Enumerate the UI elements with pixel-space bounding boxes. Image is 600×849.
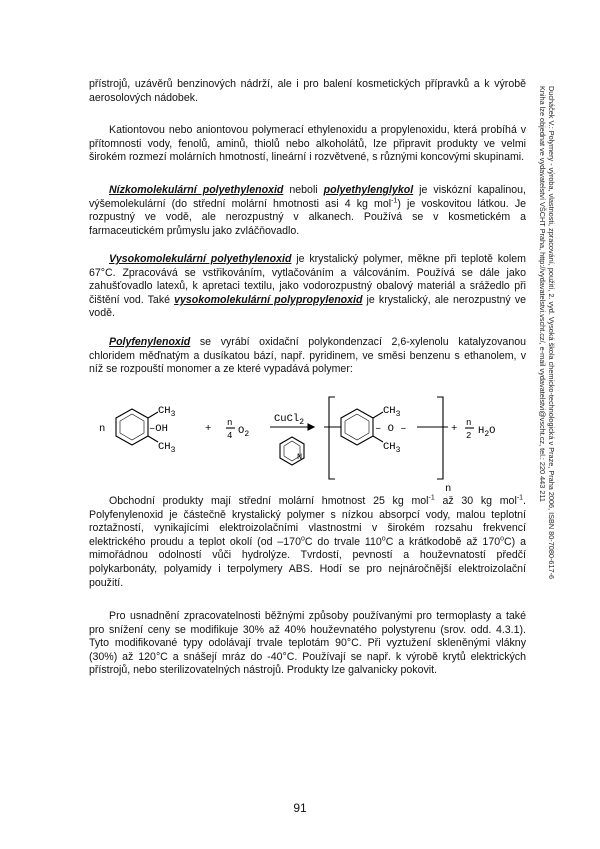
page-number: 91 — [293, 801, 307, 815]
polymer-ether-oxygen: – O – — [375, 423, 407, 435]
left-bracket — [329, 397, 335, 479]
water-frac-den: 2 — [466, 431, 472, 441]
water: $H_2O$ — [478, 425, 496, 439]
polymer-ch3-bottom: $CH_3$ — [383, 441, 401, 455]
pyridine-nitrogen: N — [297, 452, 303, 462]
plus-sign-1: + — [205, 423, 212, 435]
oxygen: $O_2$ — [238, 425, 250, 439]
catalyst-label: CuCl$_2$ — [274, 413, 305, 427]
monomer-ch3-top: $CH_3$ — [158, 405, 176, 419]
ppo-reaction-scheme — [95, 393, 515, 503]
monomer-count: n — [99, 423, 106, 435]
polymer-degree: n — [445, 483, 452, 495]
monomer-hydroxyl: –OH — [149, 423, 168, 435]
paragraph-2: Kationtovou nebo aniontovou polymerací ethylenoxidu a propylenoxidu, která probíhá v přítomnosti vody, fenolů, aminů, thiolů nebo alkoholátů, lze připravit produkty ve velmi širokém rozmezí molárních hmotností, lineární i rozvětvené, s různými koncovými skupinami. — [89, 124, 526, 164]
citation-sidebar — [538, 86, 556, 686]
paragraph-4: Vysokomolekulární polyethylenoxid je krystalický polymer, měkne při teplotě kolem 67°C. Zpracovává se vstřikováním, vytlačováním a válcováním. Používá se dále jako zahušťovadlo latexů, k apretaci textilu, jako vodorozpustný obalový materiál a srážedlo při čištění vod. Také vysokomolekulární polypropylenoxid je krystalický, ale nerozpustný ve vodě. — [89, 253, 527, 320]
paragraph-6: Obchodní produkty mají střední molární hmotnost 25 kg mol$^{-1}$ až 30 kg mol$^{-1}$. Polyfenylenoxid je částečně krystalický polymer s nízkou absorpcí vody, malou teplotní roztažností, vynikajícími elektroizolačními vlastnostmi v širokém rozsahu frekvencí elektrického proudu a teplot okolí (od –170$^o$C do trvale 110$^o$C a krátkodobě až 170$^o$C) a mimořádnou odolností vůči hydrolýze. Tvrdostí, pevností a houževnatostí předčí polykarbonáty, polyamidy i terpolymery ABS. Hodí se pro nejnáročnější elektroizolační použití. — [89, 494, 526, 589]
monomer-benzene-ring — [116, 409, 148, 445]
citation-line-1: Ducháček V.: Polymery - výroba, vlastnosti, zpracování, použití, 2. vyd. Vysoká škola chemicko-technologická v Praze, Praha 2006, ISBN 80-7080-617-6 — [547, 86, 556, 580]
term-peg: polyethylenglykol — [323, 184, 414, 196]
polymer-benzene-ring — [341, 409, 373, 445]
oxygen-frac-den: 4 — [227, 431, 233, 441]
paragraph-5: Polyfenylenoxid se vyrábí oxidační polykondenzací 2,6-xylenolu katalyzovanou chloridem měďnatým a dusíkatou bází, např. pyridinem, ve směsi benzenu s ethanolem, v níž se rozpouští monomer a ze které vypadává polymer: — [89, 336, 526, 376]
paragraph-7: Pro usnadnění zpracovatelnosti běžnými způsoby používanými pro termoplasty a také pro snížení ceny se modifikuje 30% až 40% houževnatého polystyrenu (srov. odd. 4.3.1). Tyto modifikované typy odolávají trvale teplotám 90°C. Při vyztužení skleněnými vlákny (30%) až 120°C a snášejí mráz do -40°C. Používají se např. k výrobě krytů elektrických přístrojů, nebo sterilizovatelných nástrojů. Produkty lze galvanicky pokovit. — [89, 610, 526, 677]
right-bracket — [437, 397, 443, 479]
monomer-ch3-bottom: $CH_3$ — [158, 441, 176, 455]
polymer-ch3-top: $CH_3$ — [383, 405, 401, 419]
term-ppo: Polyfenylenoxid — [109, 336, 191, 348]
water-frac-num: n — [466, 418, 472, 428]
term-high-mw-ppo: vysokomolekulární polypropylenoxid — [174, 293, 363, 306]
paragraph-3: Nízkomolekulární polyethylenoxid neboli polyethylenglykol je viskózní kapalinou, výšemolekulární (do střední molární hmotnosti asi 4 kg mol$^{-1}$) je voskovitou látkou. Je rozpustný ve vodě, ale nerozpustný v alkanech. Používá se v kosmetickém a farmaceutickém průmyslu jako zvláčňovadlo. — [89, 184, 527, 237]
paragraph-1: přístrojů, uzávěrů benzinových nádrží, ale i pro balení kosmetických přípravků a k výrobě aerosolových nádobek. — [89, 78, 526, 104]
term-low-mw-peo: Nízkomolekulární polyethylenoxid — [109, 184, 284, 196]
plus-sign-2: + — [451, 423, 458, 435]
oxygen-frac-num: n — [227, 418, 233, 428]
term-high-mw-peo: Vysokomolekulární polyethylenoxid — [109, 253, 292, 265]
citation-line-2: Kniha lze objednat ve vydavatelství VŠCHT Praha, http://vydavatelstvi.vscht.cz/, e-mail vydavatelstvi@vscht.cz, tel.: 220 443 211 — [538, 86, 547, 502]
